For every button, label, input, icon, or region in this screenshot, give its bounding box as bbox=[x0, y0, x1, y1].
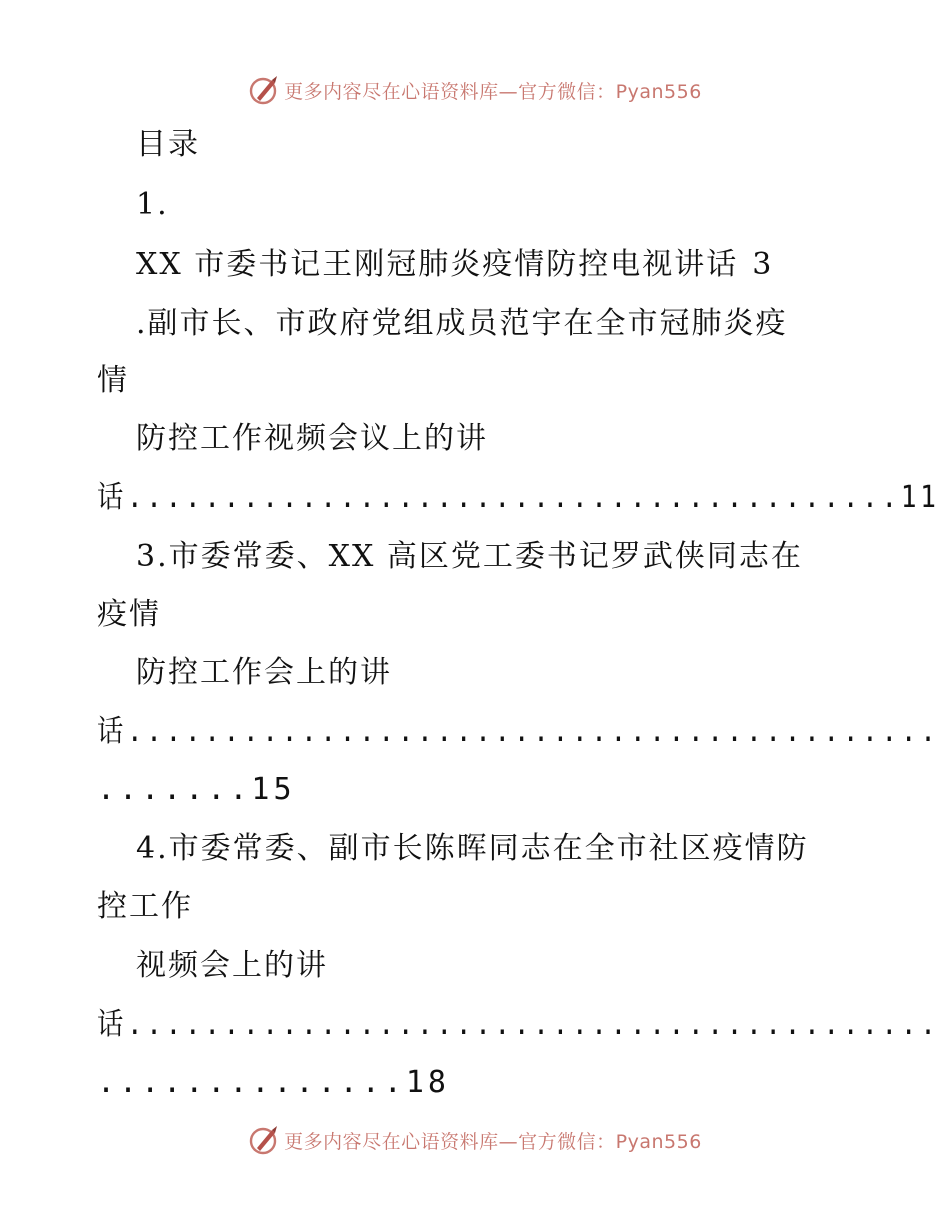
toc-item-1-page: 3 bbox=[752, 247, 774, 282]
toc-item-3-line-3: 防控工作会上的讲 bbox=[136, 655, 392, 690]
footer-watermark bbox=[0, 1122, 950, 1158]
toc-item-4-line-1: 4.市委常委、副市长陈晖同志在全市社区疫情防 bbox=[136, 831, 809, 866]
toc-item-4-line-3: 视频会上的讲 bbox=[136, 948, 328, 983]
toc-item-1-number: 1. bbox=[136, 187, 169, 222]
toc-title: 目录 bbox=[136, 127, 200, 162]
toc-item-3-page: .......15 bbox=[97, 772, 296, 807]
watermark-text: 更多内容尽在心语资料库—官方微信：Pyan556 bbox=[284, 1130, 702, 1153]
toc-item-1 bbox=[136, 245, 773, 285]
header-watermark bbox=[0, 72, 950, 108]
quill-logo-icon bbox=[248, 1124, 280, 1156]
toc-item-3-line-1: 3.市委常委、XX 高区党工委书记罗武侠同志在 bbox=[136, 539, 803, 574]
toc-item-3-leader: 话.......................................... bbox=[97, 714, 940, 749]
toc-item-2-line-2: 情 bbox=[97, 363, 129, 398]
toc-item-4-leader: 话.......................................... bbox=[97, 1007, 940, 1042]
quill-logo-icon bbox=[248, 74, 280, 106]
toc-item-4-line-2: 控工作 bbox=[97, 889, 193, 924]
toc-item-4-page: ..............18 bbox=[97, 1065, 450, 1100]
toc-item-2-leader: 话........................................11 bbox=[97, 480, 940, 515]
toc-item-1-title: XX 市委书记王刚冠肺炎疫情防控电视讲话 bbox=[136, 247, 739, 282]
toc-item-3-line-2: 疫情 bbox=[97, 597, 161, 632]
watermark-text: 更多内容尽在心语资料库—官方微信：Pyan556 bbox=[284, 80, 702, 103]
toc-item-2-line-3: 防控工作视频会议上的讲 bbox=[136, 421, 488, 456]
toc-item-2-line-1: .副市长、市政府党组成员范宇在全市冠肺炎疫 bbox=[136, 306, 788, 341]
